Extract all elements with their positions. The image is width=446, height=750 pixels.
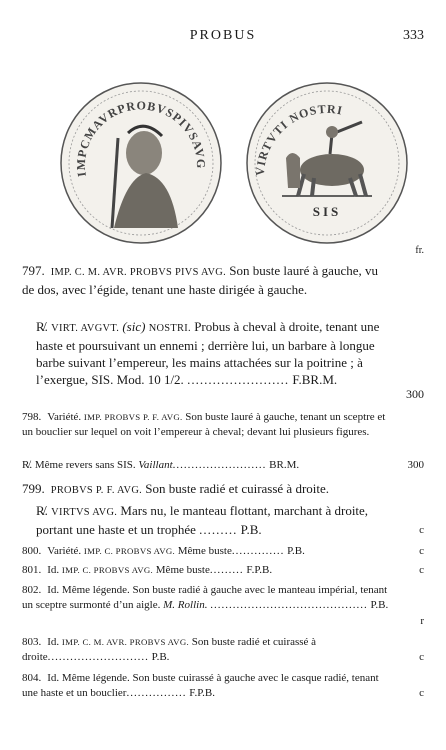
collection: F.P.B. [246,564,273,576]
leader-dots: .............. [231,545,285,557]
leader-dots: ........................ [187,372,290,387]
obverse-legend: IMPCMAVRPROBVSPIVSAVG [73,98,209,178]
author: M. Rollin. [163,599,208,611]
variety-label: Id. [47,672,60,684]
collection: P.B. [151,651,170,663]
collection: P.B. [287,545,305,557]
description: Même légende. Son buste cuirassé à gauche avec le casque radié, tenant une haste et un bouclier [22,672,379,699]
metal-note: fr. [415,245,424,256]
value-799: c [419,524,424,536]
entry-803 [22,635,392,665]
description: Même buste [177,545,232,557]
obverse-coin-image [56,78,226,248]
value-801: c [419,564,424,576]
variety-label: Id. [47,584,60,596]
value-797: 300 [406,387,424,401]
entry-number: 798. [22,411,42,423]
entry-number: 801. [22,564,42,576]
variety-label: Id. [47,636,60,648]
description: Son buste radié et cuirassé à droite [22,636,317,663]
collection: P.B. [240,522,262,537]
reverse-mark: R̸. [22,459,33,471]
entry-number: 799. [22,481,45,496]
leader-dots: ......... [209,564,244,576]
entry-number: 803. [22,636,42,648]
legend-text: PROBVS P. F. AVG. [50,485,143,496]
page-number: 333 [403,28,424,43]
entry-801 [22,563,392,578]
entry-799-reverse [22,502,392,538]
entry-798-reverse [22,458,392,473]
reverse-legend-text: VIRTVS AVG. [51,507,118,518]
reverse-legend-text-2: NOSTRI. [148,323,191,334]
entry-number: 797. [22,263,45,278]
collection: F.P.B. [189,687,215,699]
leader-dots: ........................... [47,651,149,663]
coin-illustrations [52,78,412,258]
description: Même buste [155,564,210,576]
entry-798 [22,410,392,440]
variety-label: Variété. [47,411,82,423]
reverse-description: Probus à cheval à droite, tenant une haste et poursuivant un ennemi ; derrière lui, un barbare à longue barbe suivant l’empereur, les mains attachées sur la poitrine ; à l’exergue, SIS. Mod. 10 1/2. [36,319,380,387]
description: Son buste radié et cuirassé à droite. [145,481,330,496]
entry-797 [22,262,392,298]
variety-label: Variété. [47,545,82,557]
entry-number: 804. [22,672,42,684]
value-803: c [419,651,424,663]
obverse-description: Son buste lauré à gauche, vu de dos, avec l’égide, tenant une haste dirigée à gauche. [22,263,378,297]
entry-799 [22,480,392,499]
value-800: c [419,545,424,557]
leader-dots: ......................... [172,459,267,471]
entry-797-reverse [22,318,392,388]
legend-text: IMP. C. PROBVS AVG. [83,546,176,556]
description: Même revers sans SIS. [34,459,136,471]
leader-dots: ................ [126,687,187,699]
reverse-legend-text: VIRT. AVGVT. [51,323,120,334]
sic-note: (sic) [122,319,146,334]
entry-802 [22,583,392,613]
variety-label: Id. [47,564,60,576]
page-header [0,28,446,48]
reverse-description: Mars nu, le manteau flottant, marchant à droite, portant une haste et un trophée [36,503,369,537]
obverse-legend-text: IMP. C. M. AVR. PROBVS PIVS AVG. [50,267,226,278]
leader-dots: ......... [199,522,238,537]
entry-number: 802. [22,584,42,596]
value-804: c [419,687,424,699]
collection: P.B. [370,599,389,611]
description: Même légende. Son buste radié à gauche avec le manteau impérial, tenant un sceptre surmonté d’un aigle. [22,584,388,611]
value-802: r [420,615,424,627]
entry-804 [22,671,392,701]
legend-text: IMP. C. M. AVR. PROBVS AVG. [61,637,189,647]
description: Son buste lauré à gauche, tenant un sceptre et un bouclier sur lequel on voit l’empereur à cheval; devant lui plusieurs figures. [22,411,386,438]
entry-800 [22,544,392,559]
author: Vaillant [138,459,173,471]
page-title: PROBUS [189,28,257,43]
entry-number: 800. [22,545,42,557]
collection: F.BR.M. [292,372,338,387]
reverse-mark: R̸. [36,319,48,334]
legend-text: IMP. C. PROBVS AVG. [61,565,154,575]
reverse-legend: VIRTVTI NOSTRI [252,101,345,177]
reverse-exergue: SIS [312,204,342,219]
reverse-coin-image [242,78,412,248]
legend-text: IMP. PROBVS P. F. AVG. [83,412,183,422]
value-798: 300 [407,459,424,471]
collection: BR.M. [269,459,300,471]
reverse-mark: R̸. [36,503,48,518]
leader-dots: .......................................... [210,599,368,611]
